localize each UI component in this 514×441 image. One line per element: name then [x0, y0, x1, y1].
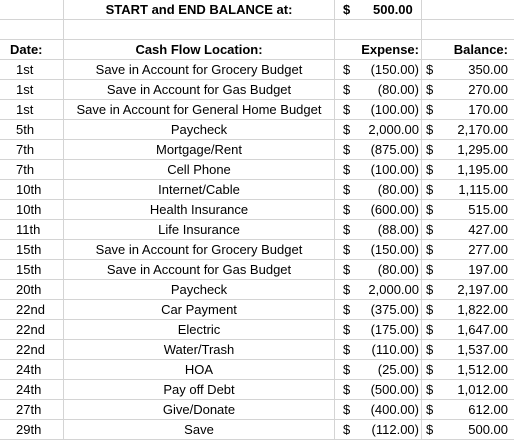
balance-value: 277.00 — [468, 242, 508, 257]
balance-cell[interactable] — [422, 300, 514, 320]
date-cell[interactable] — [0, 220, 64, 240]
expense-value: (25.00) — [377, 362, 419, 377]
expense-cell[interactable] — [335, 260, 422, 280]
balance-cell[interactable] — [422, 380, 514, 400]
location-cell[interactable] — [64, 380, 335, 400]
location-value: Paycheck — [170, 122, 228, 137]
expense-currency: $ — [343, 402, 351, 417]
location-column-header[interactable]: Cash Flow Location: — [64, 40, 335, 60]
date-cell[interactable] — [0, 400, 64, 420]
expense-currency: $ — [343, 222, 351, 237]
date-value: 10th — [16, 182, 42, 197]
balance-cell[interactable] — [422, 280, 514, 300]
location-cell[interactable] — [64, 280, 335, 300]
expense-currency: $ — [343, 62, 351, 77]
expense-value: (100.00) — [370, 162, 419, 177]
expense-currency: $ — [343, 262, 351, 277]
expense-value: (375.00) — [370, 302, 419, 317]
expense-currency: $ — [343, 302, 351, 317]
date-value: 20th — [16, 282, 42, 297]
balance-cell[interactable] — [422, 240, 514, 260]
balance-cell[interactable] — [422, 220, 514, 240]
date-value: 5th — [16, 122, 35, 137]
date-value: 10th — [16, 202, 42, 217]
location-value: Save — [184, 422, 214, 437]
location-cell[interactable] — [64, 340, 335, 360]
expense-currency: $ — [343, 182, 351, 197]
expense-cell[interactable] — [335, 80, 422, 100]
expense-currency: $ — [343, 102, 351, 117]
date-column-header[interactable]: Date: — [0, 40, 64, 60]
location-value: HOA — [184, 362, 214, 377]
expense-cell[interactable] — [335, 400, 422, 420]
location-value: Health Insurance — [149, 202, 249, 217]
date-cell[interactable] — [0, 80, 64, 100]
balance-currency: $ — [426, 322, 434, 337]
balance-value: 1,822.00 — [457, 302, 508, 317]
table-row — [0, 60, 514, 80]
balance-cell[interactable] — [422, 360, 514, 380]
location-cell[interactable] — [64, 360, 335, 380]
expense-column-header[interactable]: Expense: — [335, 40, 422, 60]
expense-currency: $ — [343, 142, 351, 157]
expense-value: (110.00) — [371, 342, 419, 357]
date-cell[interactable] — [0, 300, 64, 320]
table-row — [0, 120, 514, 140]
balance-currency: $ — [426, 62, 434, 77]
expense-cell[interactable] — [335, 60, 422, 80]
location-cell[interactable] — [64, 180, 335, 200]
expense-value: 2,000.00 — [368, 122, 419, 137]
date-cell[interactable] — [0, 160, 64, 180]
date-cell[interactable] — [0, 240, 64, 260]
balance-title[interactable]: START and END BALANCE at: — [64, 0, 335, 20]
table-row — [0, 160, 514, 180]
balance-value: 1,295.00 — [457, 142, 508, 157]
expense-currency: $ — [343, 122, 351, 137]
location-value: Give/Donate — [162, 402, 236, 417]
location-cell[interactable] — [64, 320, 335, 340]
location-cell[interactable] — [64, 300, 335, 320]
expense-value: (80.00) — [377, 262, 419, 277]
table-row — [0, 220, 514, 240]
date-cell[interactable] — [0, 60, 64, 80]
date-cell[interactable] — [0, 360, 64, 380]
location-value: Life Insurance — [158, 222, 240, 237]
date-value: 22nd — [16, 342, 45, 357]
expense-value: (150.00) — [370, 62, 419, 77]
balance-currency: $ — [426, 422, 434, 437]
expense-currency: $ — [343, 162, 351, 177]
balance-value: 1,647.00 — [457, 322, 508, 337]
expense-value: (80.00) — [377, 182, 419, 197]
location-cell[interactable] — [64, 240, 335, 260]
balance-value: 1,512.00 — [457, 362, 508, 377]
balance-cell[interactable] — [422, 420, 514, 440]
spacer-row — [0, 20, 514, 40]
date-cell[interactable] — [0, 380, 64, 400]
balance-cell[interactable] — [422, 180, 514, 200]
expense-cell[interactable] — [335, 180, 422, 200]
balance-currency: $ — [426, 282, 434, 297]
date-value: 1st — [16, 82, 34, 97]
date-cell[interactable] — [0, 280, 64, 300]
location-value: Save in Account for General Home Budget — [76, 102, 322, 117]
date-value: 24th — [16, 362, 42, 377]
date-value: 1st — [16, 62, 34, 77]
balance-currency: $ — [426, 342, 434, 357]
location-cell[interactable] — [64, 400, 335, 420]
expense-currency: $ — [343, 282, 351, 297]
table-row — [0, 280, 514, 300]
balance-cell[interactable] — [422, 320, 514, 340]
date-value: 29th — [16, 422, 42, 437]
expense-value: (80.00) — [377, 82, 419, 97]
balance-value: 170.00 — [468, 102, 508, 117]
table-row — [0, 240, 514, 260]
expense-cell[interactable] — [335, 380, 422, 400]
balance-currency: $ — [426, 402, 434, 417]
date-value: 11th — [16, 222, 41, 237]
expense-currency: $ — [343, 202, 351, 217]
location-cell[interactable] — [64, 60, 335, 80]
date-cell[interactable] — [0, 200, 64, 220]
expense-value: (100.00) — [370, 102, 419, 117]
expense-cell[interactable] — [335, 300, 422, 320]
location-value: Water/Trash — [163, 342, 235, 357]
table-row — [0, 380, 514, 400]
location-value: Save in Account for Grocery Budget — [95, 62, 303, 77]
expense-currency: $ — [343, 82, 351, 97]
balance-currency: $ — [426, 242, 434, 257]
balance-currency: $ — [426, 142, 434, 157]
balance-currency: $ — [426, 382, 434, 397]
balance-cell[interactable] — [422, 60, 514, 80]
expense-value: (112.00) — [371, 422, 419, 437]
date-cell[interactable] — [0, 140, 64, 160]
date-value: 24th — [16, 382, 42, 397]
date-cell[interactable] — [0, 340, 64, 360]
location-cell[interactable] — [64, 200, 335, 220]
balance-value: 427.00 — [468, 222, 508, 237]
balance-cell[interactable] — [422, 140, 514, 160]
date-value: 22nd — [16, 302, 45, 317]
balance-currency: $ — [426, 262, 434, 277]
table-row — [0, 360, 514, 380]
location-cell[interactable] — [64, 260, 335, 280]
location-value: Car Payment — [161, 302, 237, 317]
expense-cell[interactable] — [335, 320, 422, 340]
expense-cell[interactable] — [335, 240, 422, 260]
balance-cell[interactable] — [422, 340, 514, 360]
balance-currency: $ — [426, 182, 434, 197]
expense-value: (875.00) — [370, 142, 419, 157]
table-row — [0, 80, 514, 100]
location-value: Internet/Cable — [158, 182, 240, 197]
start-balance-currency: $ — [343, 2, 351, 17]
balance-value: 350.00 — [468, 62, 508, 77]
location-cell[interactable] — [64, 420, 335, 440]
expense-value: (175.00) — [370, 322, 419, 337]
location-cell[interactable] — [64, 220, 335, 240]
cell-empty[interactable] — [335, 20, 422, 40]
expense-value: (500.00) — [370, 382, 419, 397]
expense-cell[interactable] — [335, 340, 422, 360]
balance-cell[interactable] — [422, 80, 514, 100]
expense-cell[interactable] — [335, 100, 422, 120]
date-value: 27th — [16, 402, 42, 417]
balance-value: 2,197.00 — [457, 282, 508, 297]
expense-currency: $ — [343, 242, 351, 257]
balance-value: 1,195.00 — [457, 162, 508, 177]
location-value: Save in Account for Gas Budget — [106, 262, 292, 277]
date-cell[interactable] — [0, 320, 64, 340]
start-balance-value: 500.00 — [373, 2, 413, 17]
expense-cell[interactable] — [335, 120, 422, 140]
expense-cell[interactable] — [335, 360, 422, 380]
table-row — [0, 340, 514, 360]
table-row — [0, 300, 514, 320]
location-value: Pay off Debt — [163, 382, 235, 397]
balance-value: 1,012.00 — [457, 382, 508, 397]
table-row — [0, 140, 514, 160]
date-cell[interactable] — [0, 420, 64, 440]
expense-cell[interactable] — [335, 420, 422, 440]
date-value: 15th — [16, 262, 42, 277]
balance-cell[interactable] — [422, 160, 514, 180]
balance-currency: $ — [426, 162, 434, 177]
expense-currency: $ — [343, 322, 351, 337]
date-value: 15th — [16, 242, 42, 257]
expense-currency: $ — [343, 422, 351, 437]
expense-cell[interactable] — [335, 220, 422, 240]
date-value: 22nd — [16, 322, 45, 337]
balance-currency: $ — [426, 122, 434, 137]
balance-currency: $ — [426, 222, 434, 237]
balance-currency: $ — [426, 102, 434, 117]
date-cell[interactable] — [0, 100, 64, 120]
cell-empty[interactable] — [0, 0, 64, 20]
balance-value: 270.00 — [468, 82, 508, 97]
balance-value: 197.00 — [468, 262, 508, 277]
cell-empty[interactable] — [422, 20, 514, 40]
date-value: 1st — [16, 102, 34, 117]
date-value: 7th — [16, 162, 35, 177]
expense-currency: $ — [343, 382, 351, 397]
balance-currency: $ — [426, 202, 434, 217]
balance-value: 1,537.00 — [457, 342, 508, 357]
location-cell[interactable] — [64, 140, 335, 160]
cell-empty[interactable] — [0, 20, 64, 40]
expense-cell[interactable] — [335, 160, 422, 180]
balance-value: 1,115.00 — [458, 182, 508, 197]
expense-value: (400.00) — [370, 402, 419, 417]
balance-cell[interactable] — [422, 200, 514, 220]
location-value: Save in Account for Gas Budget — [106, 82, 292, 97]
date-cell[interactable] — [0, 180, 64, 200]
table-row — [0, 180, 514, 200]
location-value: Paycheck — [170, 282, 228, 297]
date-cell[interactable] — [0, 260, 64, 280]
balance-currency: $ — [426, 302, 434, 317]
expense-cell[interactable] — [335, 200, 422, 220]
location-cell[interactable] — [64, 80, 335, 100]
balance-cell[interactable] — [422, 100, 514, 120]
expense-cell[interactable] — [335, 140, 422, 160]
location-value: Save in Account for Grocery Budget — [95, 242, 303, 257]
balance-cell[interactable] — [422, 260, 514, 280]
balance-currency: $ — [426, 362, 434, 377]
table-row — [0, 320, 514, 340]
balance-column-header[interactable]: Balance: — [453, 42, 508, 57]
date-cell[interactable] — [0, 120, 64, 140]
location-cell[interactable] — [64, 160, 335, 180]
balance-value: 515.00 — [468, 202, 508, 217]
balance-value: 2,170.00 — [457, 122, 508, 137]
table-row — [0, 400, 514, 420]
balance-currency: $ — [426, 82, 434, 97]
location-value: Mortgage/Rent — [156, 142, 242, 157]
location-value: Cell Phone — [167, 162, 231, 177]
balance-cell[interactable] — [422, 120, 514, 140]
table-row — [0, 420, 514, 440]
cell-empty[interactable] — [64, 20, 335, 40]
table-row — [0, 200, 514, 220]
table-row — [0, 260, 514, 280]
location-cell[interactable] — [64, 120, 335, 140]
expense-value: 2,000.00 — [368, 282, 419, 297]
expense-value: (88.00) — [377, 222, 419, 237]
balance-value: 500.00 — [468, 422, 508, 437]
start-balance-cell[interactable] — [335, 0, 422, 20]
location-value: Electric — [177, 322, 221, 337]
balance-value: 612.00 — [468, 402, 508, 417]
location-cell[interactable] — [64, 100, 335, 120]
expense-cell[interactable] — [335, 280, 422, 300]
date-value: 7th — [16, 142, 35, 157]
expense-currency: $ — [343, 362, 351, 377]
table-row — [0, 100, 514, 120]
expense-value: (150.00) — [370, 242, 419, 257]
header-row — [0, 40, 514, 60]
cell-empty[interactable] — [422, 0, 514, 20]
balance-cell[interactable] — [422, 400, 514, 420]
title-row — [0, 0, 514, 20]
expense-value: (600.00) — [370, 202, 419, 217]
expense-currency: $ — [343, 342, 351, 357]
